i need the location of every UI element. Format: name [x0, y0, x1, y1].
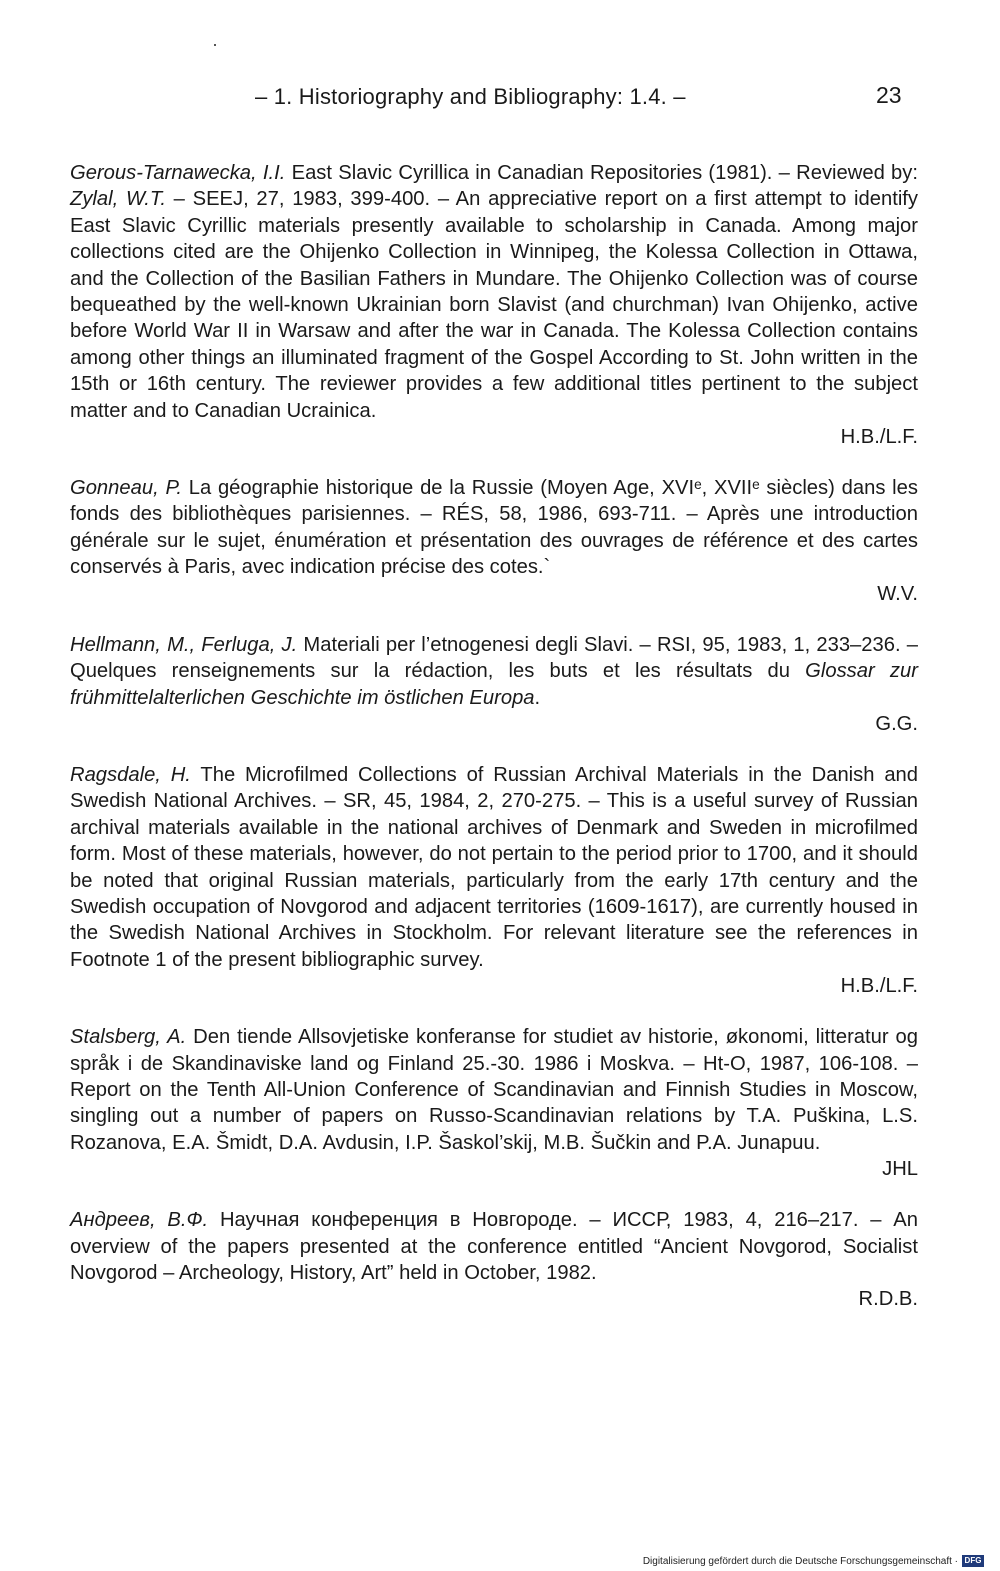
- entry-text: The Microfilmed Collections of Russian Archival Materials in the Danish and Swedish National Archives. – SR, 45, 1984, 2, 270-275. – This is a useful survey of Russian archival materials available in the national archives of Denmark and Sweden in microfilmed form. Most of these materials, however, do not pertain to the period prior to 1700, and it should be noted that original Russian materials, particularly from the early 17th century and the Swedish occupation of Novgorod and adjacent territories (1609-1617), are currently housed in the Swedish National Archives in Stockholm. For relevant literature see the references in Footnote 1 of the present bibliographic survey.: [70, 763, 918, 971]
- digitization-footer: [643, 1555, 984, 1567]
- entry-author: Ragsdale, H.: [70, 763, 191, 786]
- entry-text: East Slavic Cyrillica in Canadian Repositories (1981). – Reviewed by:: [285, 162, 918, 184]
- bibliography-entries: [70, 160, 918, 1337]
- running-head: – 1. Historiography and Bibliography: 1.4. –: [255, 84, 686, 109]
- bibliography-entry: [70, 475, 918, 607]
- entry-initials: JHL: [882, 1158, 918, 1181]
- entry-initials: H.B./L.F.: [840, 975, 918, 998]
- entry-reviewer: Zylal, W.T.: [70, 188, 166, 211]
- entry-text: La géographie historique de la Russie (Moyen Age, XVIᵉ, XVIIᵉ siècles) dans les fonds des bibliothèques parisiennes. – RÉS, 58, 1986, 693-711. – Après une introduction générale sur le sujet, énumération et présentation des ouvrages de référence et des cartes conservés à Paris, avec indication précise des cotes.`: [70, 477, 918, 579]
- entry-title: Glossar zur frühmittelalterlichen Geschichte im östlichen Europa: [70, 660, 918, 709]
- entry-author: Gerous-Tarnawecka, I.I.: [70, 162, 286, 184]
- entry-initials: G.G.: [875, 712, 918, 735]
- entry-initials: W.V.: [877, 582, 918, 605]
- bibliography-entry: [70, 1207, 918, 1312]
- page-header: [0, 80, 1000, 120]
- entry-author: Андреев, В.Ф.: [70, 1209, 209, 1232]
- entry-text: Materiali per l’etnogenesi degli Slavi. – RSI, 95, 1983, 1, 233–236. – Quelques renseignements sur la rédaction, les buts et les résultats du: [70, 633, 918, 683]
- entry-author: Hellmann, M., Ferluga, J.: [70, 633, 298, 656]
- entry-author: Gonneau, P.: [70, 477, 182, 500]
- entry-text: Научная конференция в Новгороде. – ИССР, 1983, 4, 216–217. – An overview of the papers presented at the conference entitled “Ancient Novgorod, Socialist Novgorod – Archeology, History, Art” held in October, 1982.: [70, 1209, 918, 1284]
- footer-text: Digitalisierung gefördert durch die Deutsche Forschungsgemeinschaft ·: [642, 1555, 958, 1567]
- entry-text: Den tiende Allsovjetiske konferanse for studiet av historie, økonomi, litteratur og språk i de Skandinaviske land og Finland 25.-30. 1986 i Moskva. – Ht-O, 1987, 106-108. – Report on the Tenth All-Union Conference of Scandinavian and Finnish Studies in Moscow, singling out a number of papers on Russo-Scandinavian relations by T.A. Puškina, L.S. Rozanova, E.A. Šmidt, D.A. Avdusin, I.P. Šaskol’skij, M.B. Šučkin and P.A. Junapuu.: [70, 1026, 919, 1154]
- bibliography-entry: [70, 1024, 918, 1182]
- entry-initials: H.B./L.F.: [840, 426, 918, 449]
- entry-author: Stalsberg, A.: [70, 1026, 187, 1049]
- scan-speck: [214, 44, 216, 46]
- bibliography-entry: [70, 632, 918, 737]
- entry-initials: R.D.B.: [858, 1288, 918, 1311]
- bibliography-entry: [70, 160, 918, 450]
- bibliography-entry: [70, 762, 918, 999]
- entry-text: – SEEJ, 27, 1983, 399-400. – An appreciative report on a first attempt to identify East Slavic Cyrillic materials presently available to scholarship in Canada. Among major collections cited are the Ohijenko Collection in Winnipeg, the Kolessa Collection in Ottawa, and the Collection of the Basilian Fathers in Mundare. The Ohijenko Collection was of course bequeathed by the well-known Ukrainian born Slavist (and churchman) Ivan Ohijenko, active before World War II in Warsaw and after the war in Canada. The Kolessa Collection contains among other things an illuminated fragment of the Gospel According to St. John written in the 15th or 16th century. The reviewer provides a few additional titles pertinent to the subject matter and to Canadian Ucrainica.: [70, 188, 919, 422]
- dfg-logo-icon: DFG: [962, 1555, 984, 1567]
- entry-text: .: [534, 686, 541, 709]
- page-number: 23: [876, 82, 902, 108]
